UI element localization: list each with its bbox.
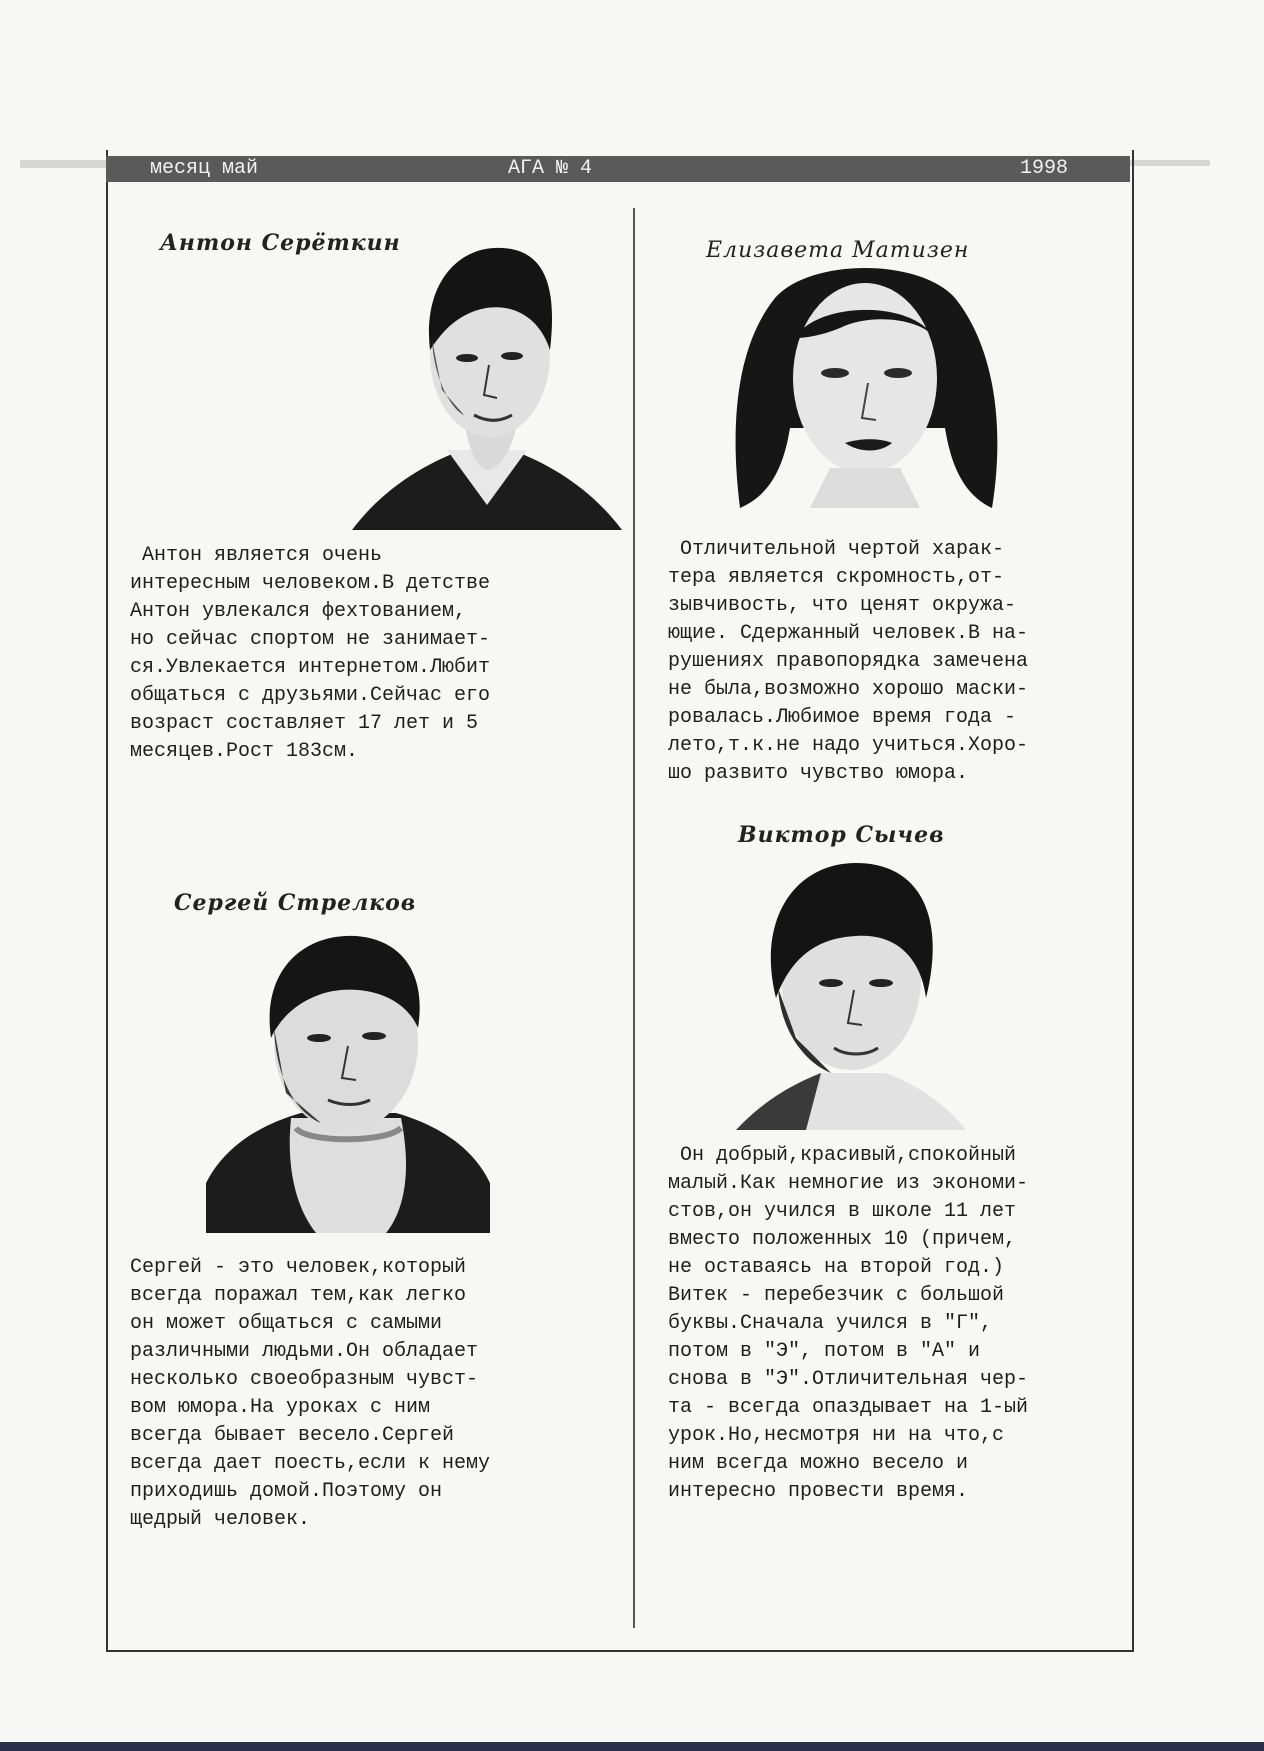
profile-name: Елизавета Матизен	[706, 238, 970, 263]
profile-name: Сергей Стрелков	[174, 890, 417, 916]
column-divider	[633, 208, 635, 1628]
profile-name: Виктор Сычев	[738, 822, 945, 848]
scan-edge-strip	[0, 1742, 1264, 1751]
portrait-photo	[720, 258, 1010, 528]
profile-bio: Он добрый,красивый,спокойный малый.Как немногие из экономи- стов,он учился в школе 11 лет вместо положенных 10 (причем, не оставаясь на второй год.) Витек - перебезчик с большой буквы.Сначала учился в "Г", потом в "Э", потом в "А" и снова в "Э".Отличительная чер- та - всегда опаздывает на 1-ый урок.Но,несмотря ни на что,с ним всегда можно весело и интересно провести время.	[668, 1144, 1029, 1503]
profile-name: Антон Серёткин	[160, 230, 401, 256]
profile-bio: Отличительной чертой харак- тера является скромность,от- зывчивость, что ценят окружа- ющие. Сдержанный человек.В на- рушениях правопорядка замечена не была,возможно хорошо маски- ровалась.Любимое время года - лето,т.к.не надо учиться.Хоро- шо развито чувство юмора.	[668, 538, 1029, 785]
profile-bio: Антон является очень интересным человеком.В детстве Антон увлекался фехтованием, но сейчас спортом не занимает- ся.Увлекается интернетом.Любит общаться с друзьями.Сейчас его возраст составляет 17 лет и 5 месяцев.Рост 183см.	[130, 544, 491, 763]
portrait-photo	[736, 858, 966, 1130]
portrait-photo	[352, 240, 622, 530]
issue-label: АГА № 4	[508, 157, 593, 180]
year-label: 1998	[1020, 157, 1069, 180]
month-label: месяц май	[150, 157, 259, 180]
profile-bio: Сергей - это человек,который всегда поражал тем,как легко он может общаться с самыми различными людьми.Он обладает несколько своеобразным чувст- вом юмора.На уроках с ним всегда бывает весело.Сергей всегда дает поесть,если к нему приходишь домой.Поэтому он щедрый человек.	[130, 1256, 491, 1531]
masthead-bar	[106, 156, 1130, 182]
portrait-photo	[206, 928, 490, 1233]
